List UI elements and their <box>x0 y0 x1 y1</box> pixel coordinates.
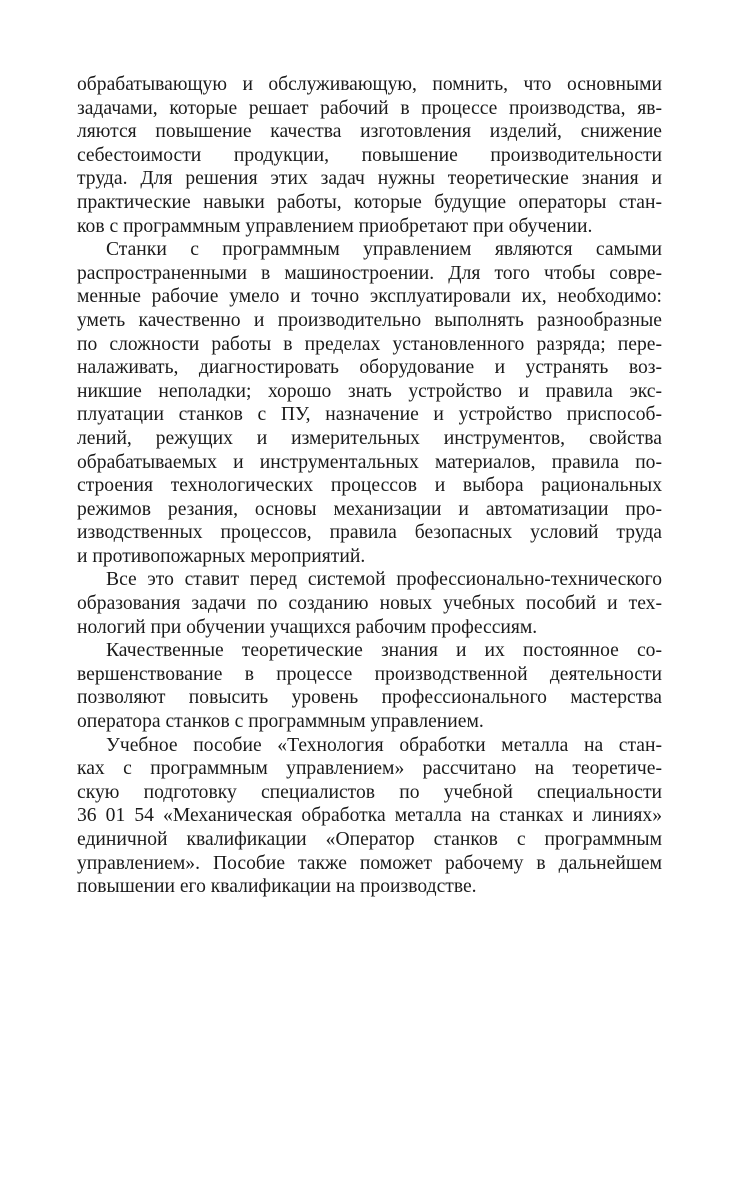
paragraph-3 <box>77 568 662 639</box>
text-line: никшие неполадки; хорошо знать устройство и правила экс- <box>77 380 662 402</box>
text-line: вершенствование в процессе производственной деятельности <box>77 663 662 685</box>
paragraph-2 <box>77 238 662 568</box>
text-line: по сложности работы в пределах установленного разряда; пере- <box>77 333 662 355</box>
text-line: Учебное пособие «Технология обработки металла на стан- <box>106 734 662 756</box>
text-line: и противопожарных мероприятий. <box>77 545 366 567</box>
text-line: управлением». Пособие также поможет рабочему в дальнейшем <box>77 852 662 874</box>
text-line: менные рабочие умело и точно эксплуатировали их, необходимо: <box>77 286 662 308</box>
body-text <box>77 73 662 899</box>
text-line: строения технологических процессов и выбора рациональных <box>77 475 662 497</box>
text-line: ков с программным управлением приобретают при обучении. <box>77 215 593 237</box>
text-line: 36 01 54 «Механическая обработка металла на станках и линиях» <box>77 805 662 827</box>
text-line: Все это ставит перед системой профессионально-технического <box>106 569 662 591</box>
text-line: оператора станков с программным управлением. <box>77 711 484 733</box>
text-line: единичной квалификации «Оператор станков с программным <box>77 829 662 850</box>
paragraph-5 <box>77 734 662 899</box>
text-line: уметь качественно и производительно выполнять разнообразные <box>77 309 662 331</box>
text-line: задачами, которые решает рабочий в процессе производства, яв- <box>77 97 662 119</box>
text-line: практические навыки работы, которые будущие операторы стан- <box>77 191 662 213</box>
text-line: труда. Для решения этих задач нужны теоретические знания и <box>77 168 662 190</box>
text-line: ках с программным управлением» рассчитано на теоретиче- <box>77 758 662 780</box>
text-line: позволяют повысить уровень профессионального мастерства <box>77 687 662 709</box>
text-line: себестоимости продукции, повышение производительности <box>77 144 662 166</box>
text-line: изводственных процессов, правила безопасных условий труда <box>77 522 662 544</box>
text-line: Качественные теоретические знания и их постоянное со- <box>106 640 662 662</box>
text-line: образования задачи по созданию новых учебных пособий и тех- <box>77 593 662 615</box>
text-line: распространенными в машиностроении. Для того чтобы совре- <box>77 262 662 284</box>
text-line: обрабатывающую и обслуживающую, помнить, что основными <box>77 74 662 95</box>
text-line: обрабатываемых и инструментальных материалов, правила по- <box>77 451 662 473</box>
paragraph-1 <box>77 73 662 238</box>
text-line: ляются повышение качества изготовления изделий, снижение <box>77 121 662 143</box>
text-line: повышении его квалификации на производстве. <box>77 876 477 898</box>
text-line: налаживать, диагностировать оборудование и устранять воз- <box>77 357 662 379</box>
text-line: скую подготовку специалистов по учебной специальности <box>77 781 662 803</box>
text-line: нологий при обучении учащихся рабочим профессиям. <box>77 616 538 638</box>
text-line: Станки с программным управлением являются самыми <box>106 239 662 261</box>
text-line: лений, режущих и измерительных инструментов, свойства <box>77 427 662 449</box>
text-line: режимов резания, основы механизации и автоматизации про- <box>77 498 662 520</box>
text-line: плуатации станков с ПУ, назначение и устройство приспособ- <box>77 404 662 426</box>
paragraph-4 <box>77 639 662 733</box>
